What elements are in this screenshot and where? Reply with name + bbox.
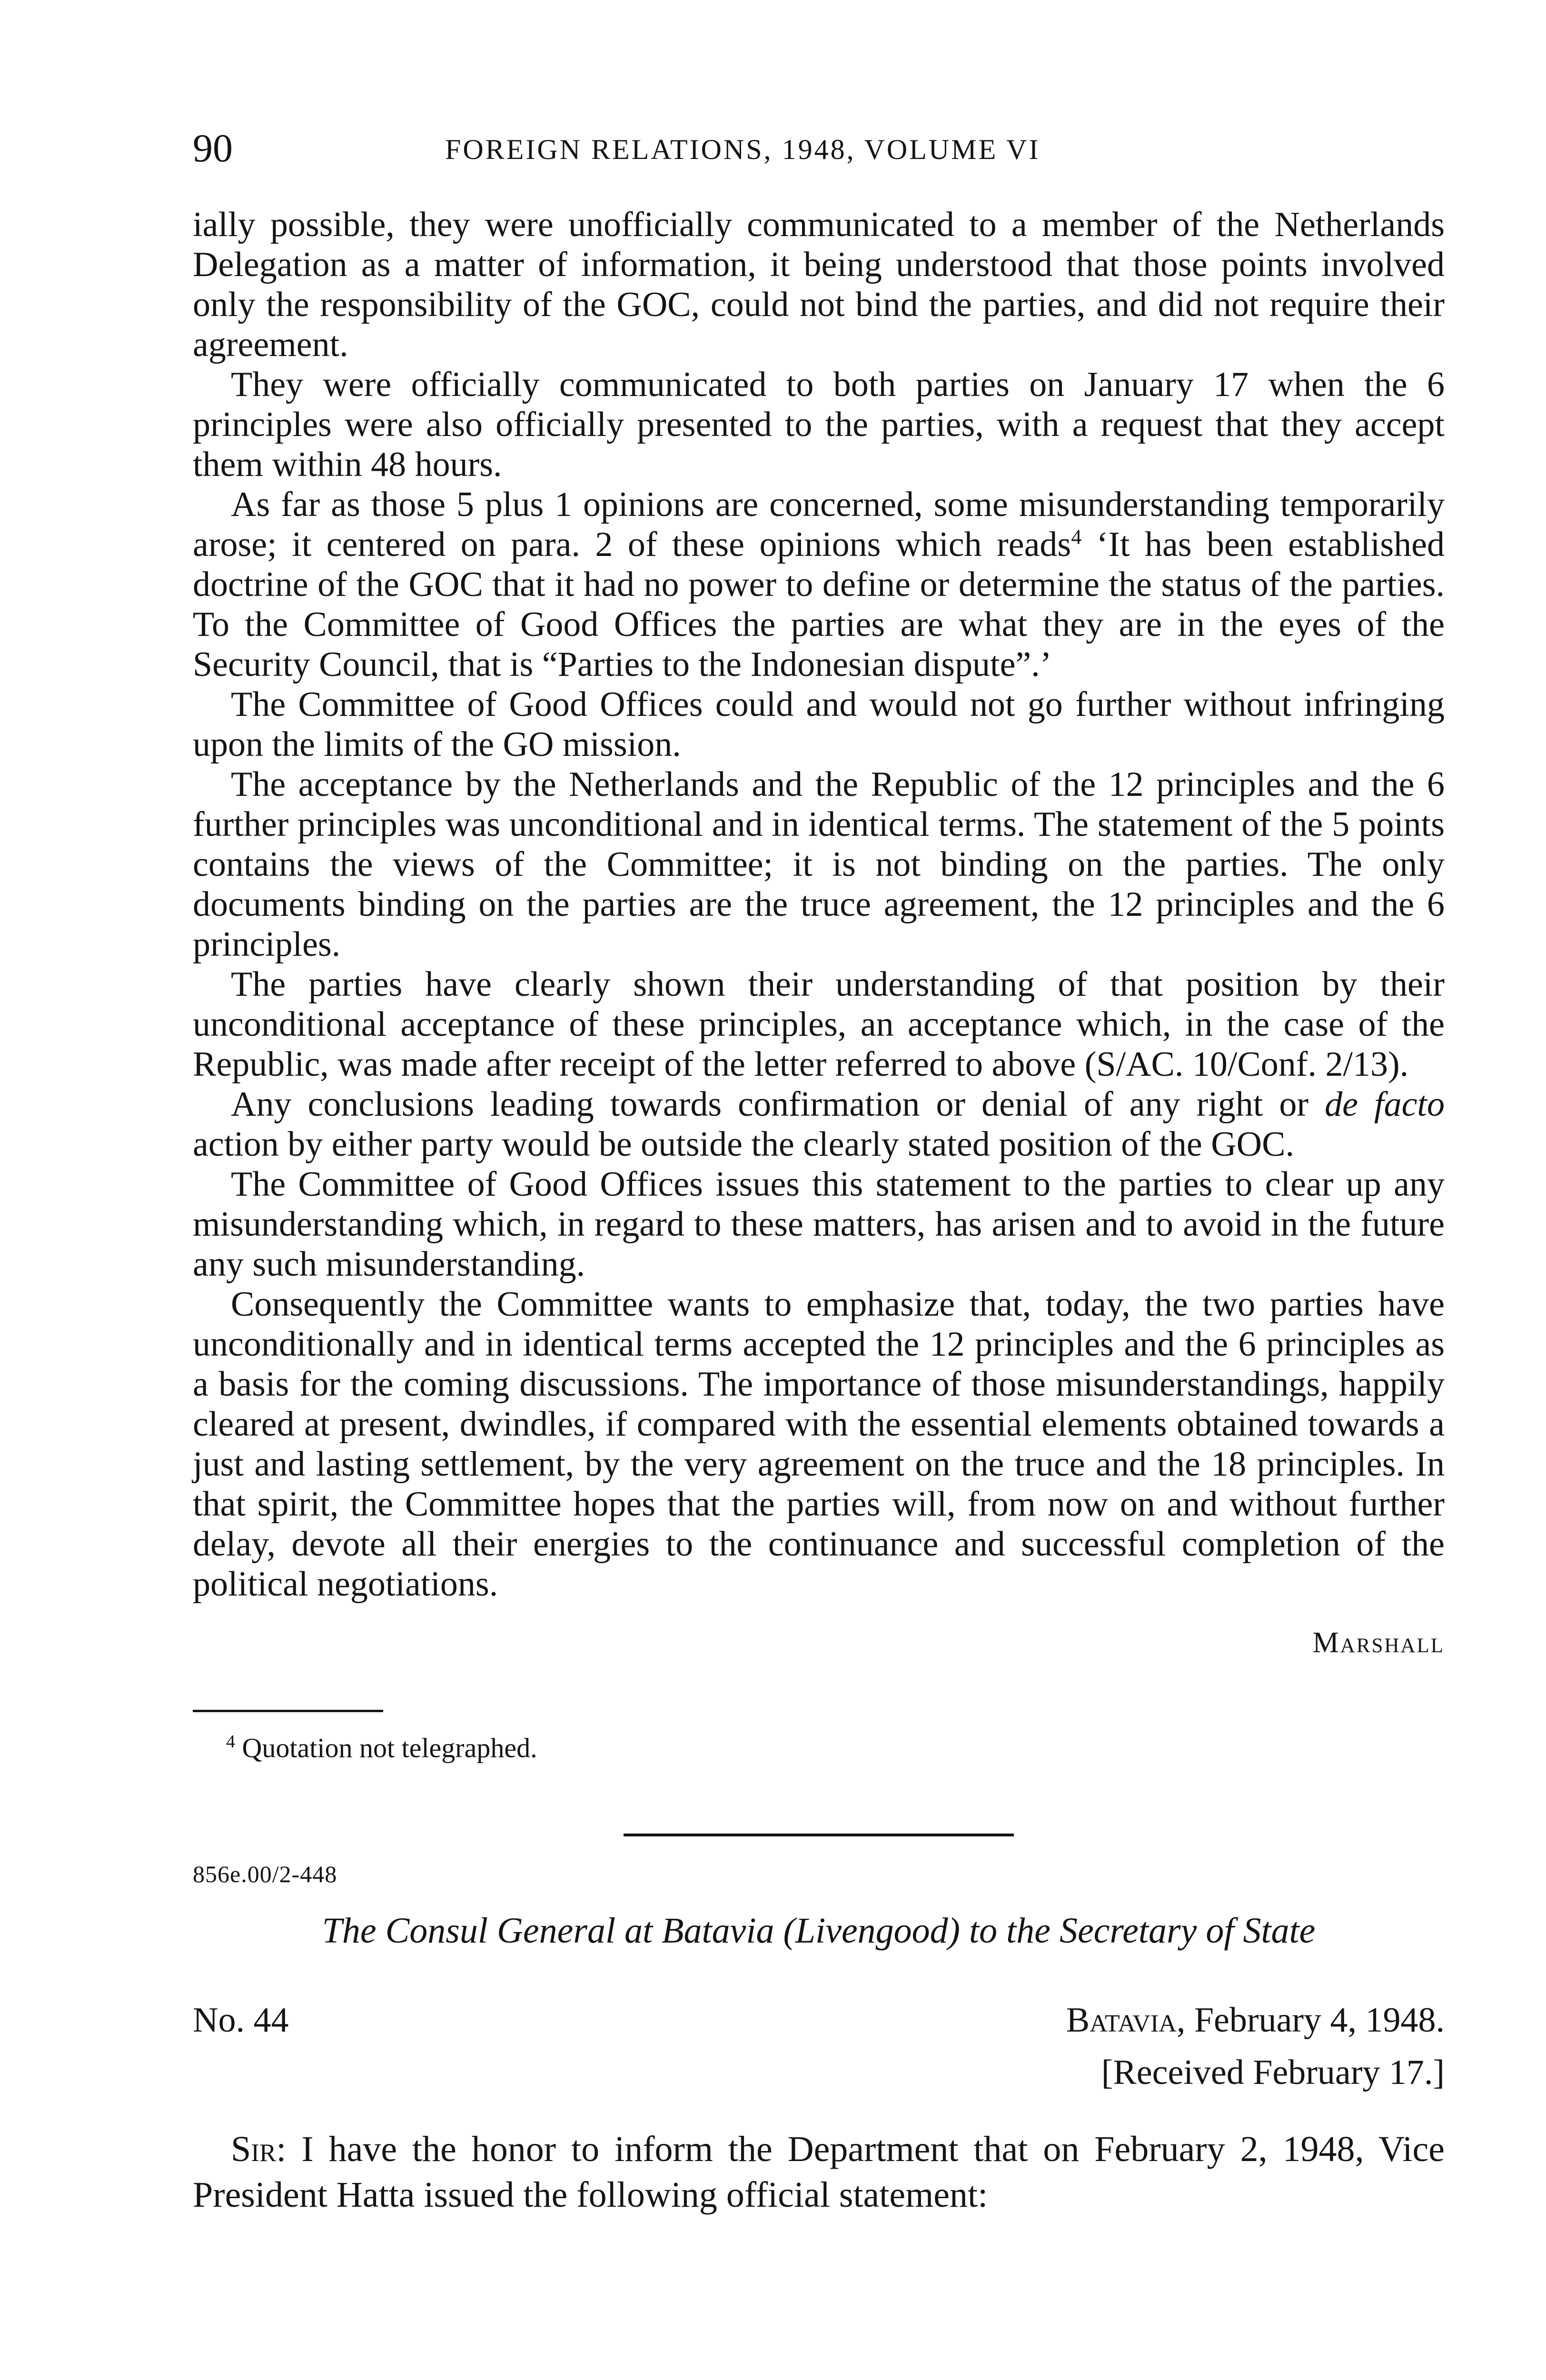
dateline (193, 2000, 1445, 2053)
telegram-body (193, 205, 1445, 1604)
file-number: 856e.00/2-448 (193, 1860, 337, 1887)
paragraph-1: ially possible, they were unofficially communicated to a member of the Netherlands Delegation as a matter of information, it being understood that those points involved only the responsibility of the GOC, could not bind the parties, and did not require their agreement. (193, 205, 1445, 364)
paragraph-3-text-b: ‘It has been established doctrine of the GOC that it had no power to define or determine the status of the parties. To the Committee of Good Offices the parties are what they are in the eyes of the Security Council, that is “Parties to the Indonesian dispute”.’ (193, 525, 1445, 684)
section-divider (624, 1834, 1014, 1836)
running-title: FOREIGN RELATIONS, 1948, VOLUME VI (445, 134, 1041, 165)
paragraph-9: Consequently the Committee wants to emphasize that, today, the two parties have unconditionally and in identical terms accepted the 12 principles and the 6 principles as a basis for the coming discussions. The importance of those misunderstandings, happily cleared at present, dwindles, if compared with the essential elements obtained towards a just and lasting settlement, by the very agreement on the truce and the 18 principles. In that spirit, the Committee hopes that the parties will, from now on and without further delay, devote all their energies to the continuance and successful completion of the political negotiations. (193, 1285, 1445, 1604)
footnote-rule (193, 1710, 383, 1712)
place: Batavia (1066, 2001, 1177, 2040)
letter-opening (193, 2126, 1445, 2218)
letter-body (193, 2126, 1445, 2218)
paragraph-3-text-a: As far as those 5 plus 1 opinions are concerned, some misunderstanding temporarily arose; it centered on para. 2 of these opinions which reads (193, 485, 1445, 564)
paragraph-6: The parties have clearly shown their understanding of that position by their unconditional acceptance of these principles, an acceptance which, in the case of the Republic, was made after receipt of the letter referred to above (S/AC. 10/Conf. 2/13). (193, 965, 1445, 1084)
document-number: No. 44 (193, 2001, 289, 2040)
document-heading: The Consul General at Batavia (Livengood) to the Secretary of State (322, 1910, 1316, 1951)
place-date (1066, 2000, 1445, 2041)
paragraph-7-italic: de facto (1325, 1085, 1445, 1124)
paragraph-8: The Committee of Good Offices issues this statement to the parties to clear up any misunderstanding which, in regard to these matters, has arisen and to avoid in the future any such misunderstanding. (193, 1165, 1445, 1284)
running-header (193, 126, 1445, 186)
paragraph-4: The Committee of Good Offices could and would not go further without infringing upon the limits of the GO mission. (193, 685, 1445, 764)
paragraph-3 (193, 485, 1445, 684)
document-page (193, 126, 1445, 2218)
salutation: Sir (231, 2129, 277, 2170)
footnote-reference[interactable]: 4 (1071, 525, 1082, 549)
received-date: [Received February 17.] (1101, 2053, 1445, 2092)
paragraph-5: The acceptance by the Netherlands and the Republic of the 12 principles and the 6 further principles was unconditional and in identical terms. The statement of the 5 points contains the views of the Committee; it is not binding on the parties. The only documents binding on the parties are the truce agreement, the 12 principles and the 6 principles. (193, 765, 1445, 964)
paragraph-7-text-a: Any conclusions leading towards confirmation or denial of any right or (231, 1085, 1325, 1124)
paragraph-2: They were officially communicated to both parties on January 17 when the 6 principles were also officially presented to the parties, with a request that they accept them within 48 hours. (193, 365, 1445, 484)
footnote-text: Quotation not telegraphed. (242, 1732, 537, 1764)
opening-text: : I have the honor to inform the Department that on February 2, 1948, Vice President Hatta issued the following official statement: (193, 2129, 1445, 2215)
footnote (226, 1731, 1445, 1765)
footnote-marker: 4 (226, 1732, 235, 1752)
page-number: 90 (193, 126, 233, 170)
date: , February 4, 1948. (1176, 2001, 1445, 2040)
signature: Marshall (1312, 1626, 1445, 1659)
paragraph-7 (193, 1084, 1445, 1164)
paragraph-7-text-b: action by either party would be outside the clearly stated position of the GOC. (193, 1125, 1294, 1164)
